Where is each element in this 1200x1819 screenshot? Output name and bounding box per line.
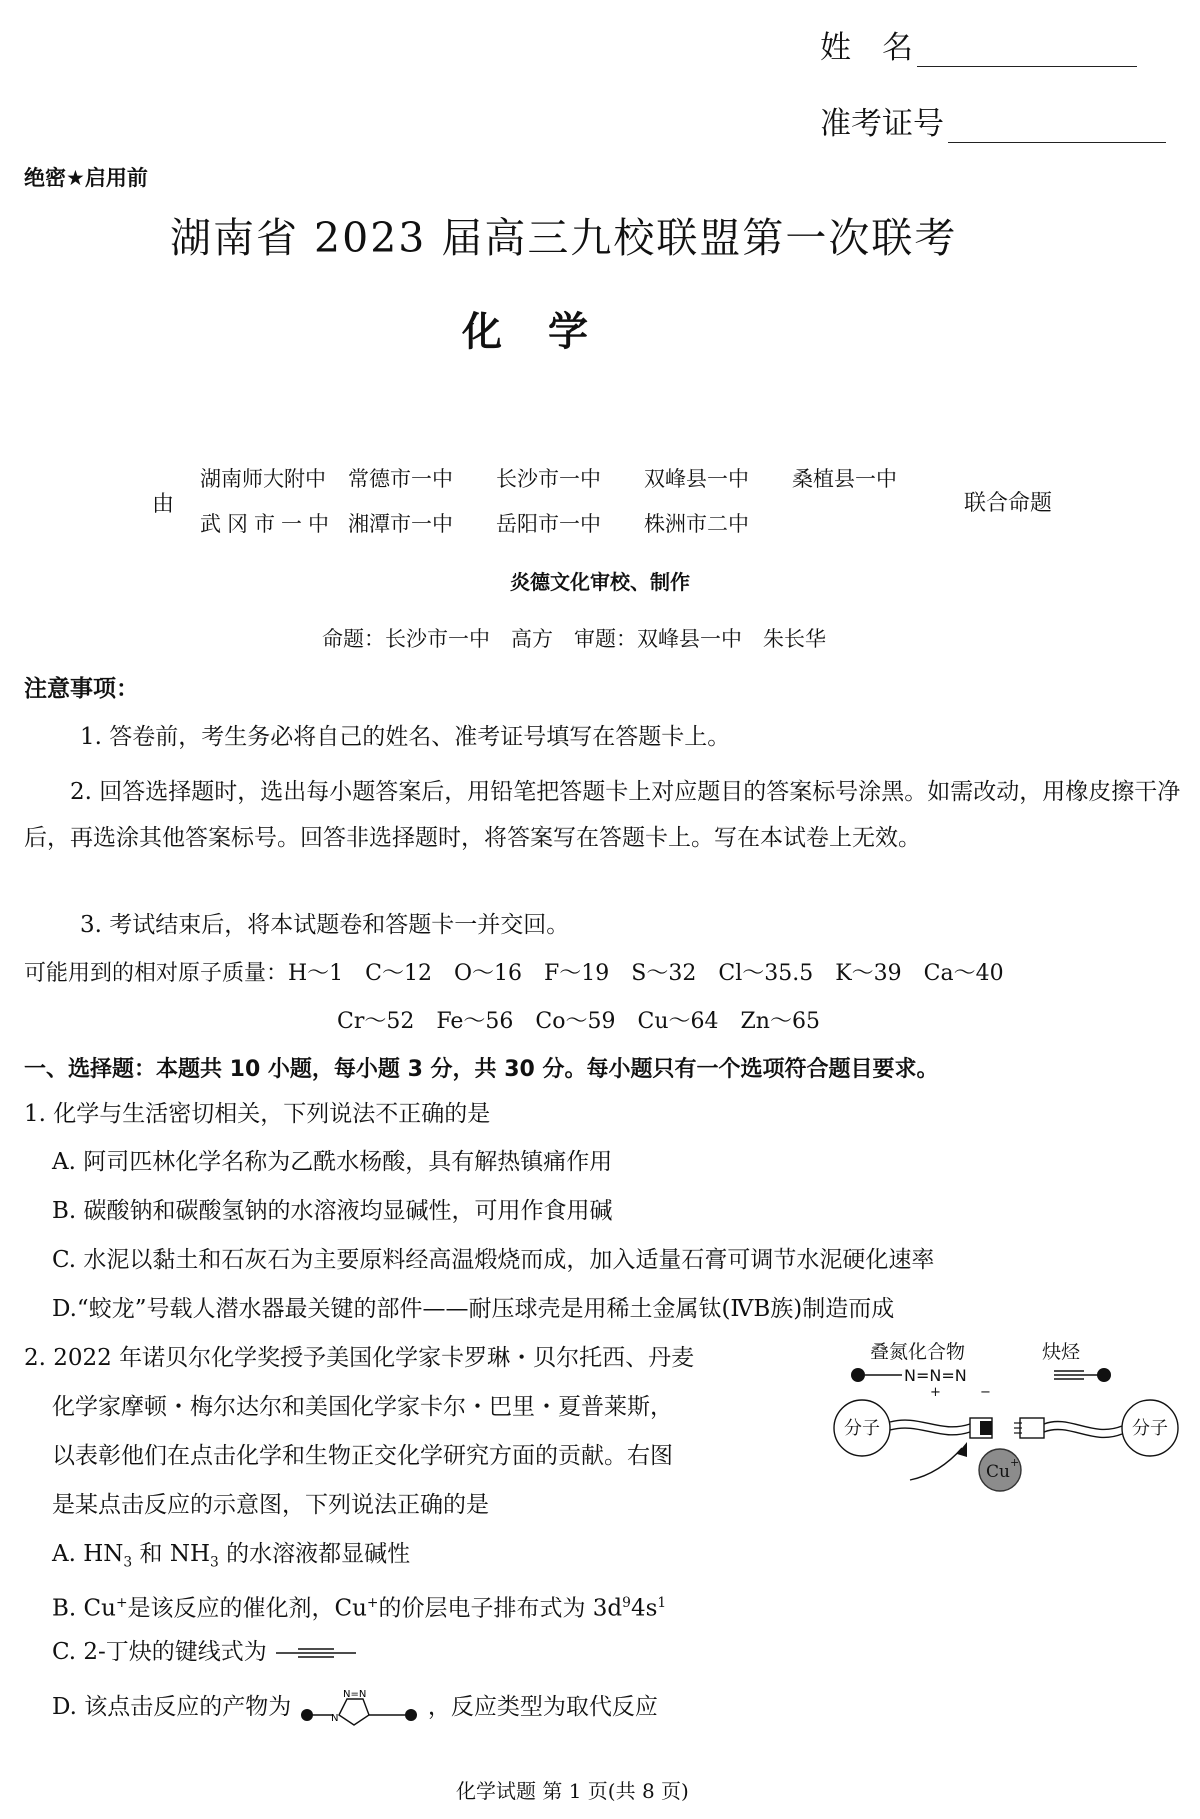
q2-option-a <box>52 1539 410 1578</box>
cu-catalyst-charge: + <box>1010 1456 1020 1469</box>
notes-heading: 注意事项： <box>24 676 139 702</box>
alkyne-label: 炔烃 <box>1042 1341 1081 1363</box>
atomic-masses-line-2: Cr～52 Fe～56 Co～59 Cu～64 Zn～65 <box>337 1009 820 1034</box>
text: 的水溶液都显碱性 <box>218 1541 411 1567</box>
school: 武冈市一中 <box>200 512 335 536</box>
id-label: 准考证号 <box>820 106 944 142</box>
name-field <box>820 22 1137 67</box>
name-label: 姓 名 <box>820 30 913 66</box>
producer: 炎德文化审校、制作 <box>510 570 690 594</box>
q2-stem-line: 化学家摩顿・梅尔达尔和美国化学家卡尔・巴里・夏普莱斯， <box>52 1394 673 1420</box>
atomic-masses-line-1: 可能用到的相对原子质量：H～1 C～12 O～16 F～19 S～32 Cl～35.5 K～39 Ca～40 <box>24 961 1004 986</box>
superscript: 9 <box>622 1595 631 1611</box>
q2-option-d <box>52 1689 658 1724</box>
molecule-right-label: 分子 <box>1132 1418 1168 1439</box>
section-heading: 一、选择题：本题共 10 小题，每小题 3 分，共 30 分。每小题只有一个选项符合题目要求。 <box>24 1057 939 1082</box>
q1-option-d: D.“蛟龙”号载人潜水器最关键的部件——耐压球壳是用稀土金属钛(ⅣB族)制造而成 <box>52 1296 895 1322</box>
school: 株洲市二中 <box>644 512 749 536</box>
cu-catalyst-label: Cu <box>986 1462 1010 1482</box>
note-item: 2. 回答选择题时，选出每小题答案后，用铅笔把答题卡上对应题目的答案标号涂黑。如需改动，用橡皮擦干净后，再选涂其他答案标号。回答非选择题时，将答案写在答题卡上。写在本试卷上无效。 <box>24 779 1181 851</box>
azide-minus: − <box>980 1385 991 1400</box>
text: 是该反应的催化剂，Cu <box>127 1595 367 1622</box>
q1-stem: 1. 化学与生活密切相关，下列说法不正确的是 <box>24 1101 491 1127</box>
id-field <box>820 98 1166 143</box>
q2-stem-line: 2. 2022 年诺贝尔化学奖授予美国化学家卡罗琳・贝尔托西、丹麦 <box>24 1345 695 1371</box>
superscript: 1 <box>657 1595 667 1611</box>
text: C. 2-丁炔的键线式为 <box>52 1639 267 1665</box>
note-item: 1. 答卷前，考生务必将自己的姓名、准考证号填写在答题卡上。 <box>80 724 731 750</box>
schools-row-2 <box>200 508 792 538</box>
click-reaction-figure <box>830 1330 1182 1505</box>
schools-prefix: 由 <box>152 492 175 517</box>
note-item: 3. 考试结束后，将本试题卷和答题卡一并交回。 <box>80 912 570 938</box>
school: 湖南师大附中 <box>200 467 326 491</box>
triazole-n-label: N=N <box>342 1689 366 1700</box>
q2-option-c <box>52 1637 358 1667</box>
azide-plus: + <box>930 1385 941 1400</box>
subject-title: 化学 <box>462 308 634 355</box>
page-title: 湖南省 2023 届高三九校联盟第一次联考 <box>170 214 958 262</box>
id-line <box>948 112 1166 143</box>
azide-dot <box>851 1368 865 1382</box>
text: ，反应类型为取代反应 <box>427 1694 658 1720</box>
subscript: 3 <box>123 1554 133 1571</box>
azide-label: 叠氮化合物 <box>870 1341 966 1363</box>
q1-option-b: B. 碳酸钠和碳酸氢钠的水溶液均显碱性，可用作食用碱 <box>52 1198 613 1224</box>
triazole-product-icon <box>299 1685 421 1731</box>
name-line <box>917 36 1137 67</box>
butyne-skeletal-icon <box>274 1643 358 1663</box>
text: A. HN <box>52 1541 124 1567</box>
page-footer: 化学试题 第 1 页(共 8 页) <box>456 1779 689 1803</box>
text: 4s <box>630 1595 658 1622</box>
superscript: + <box>115 1595 128 1611</box>
subscript: 3 <box>210 1554 219 1571</box>
q1-option-a: A. 阿司匹林化学名称为乙酰水杨酸，具有解热镇痛作用 <box>52 1149 613 1175</box>
azide-formula: N=N=N <box>904 1366 967 1385</box>
q2-option-b <box>52 1588 666 1624</box>
schools-row-1 <box>200 463 940 493</box>
superscript: + <box>366 1595 379 1611</box>
alkyne-dot <box>1097 1368 1111 1382</box>
school: 岳阳市一中 <box>496 512 601 536</box>
secrecy-label: 绝密★启用前 <box>24 166 148 190</box>
text: 和 NH <box>132 1541 211 1567</box>
text: D. 该点击反应的产物为 <box>52 1694 292 1720</box>
q2-stem-line: 以表彰他们在点击化学和生物正交化学研究方面的贡献。右图 <box>52 1443 673 1469</box>
schools-suffix: 联合命题 <box>964 491 1053 516</box>
text: B. Cu <box>52 1595 116 1622</box>
q1-option-c: C. 水泥以黏土和石灰石为主要原料经高温煅烧而成，加入适量石膏可调节水泥硬化速率 <box>52 1247 935 1273</box>
q2-stem-line: 是某点击反应的示意图，下列说法正确的是 <box>52 1492 489 1518</box>
school: 桑植县一中 <box>792 467 897 491</box>
school: 湘潭市一中 <box>348 512 453 536</box>
school: 长沙市一中 <box>496 467 601 491</box>
triazole-n2-label: N <box>330 1713 339 1724</box>
text: 的价层电子排布式为 3d <box>378 1595 623 1622</box>
school: 常德市一中 <box>348 467 453 491</box>
school: 双峰县一中 <box>644 467 749 491</box>
authors: 命题：长沙市一中 高方 审题：双峰县一中 朱长华 <box>322 627 826 651</box>
molecule-left-label: 分子 <box>844 1418 880 1439</box>
